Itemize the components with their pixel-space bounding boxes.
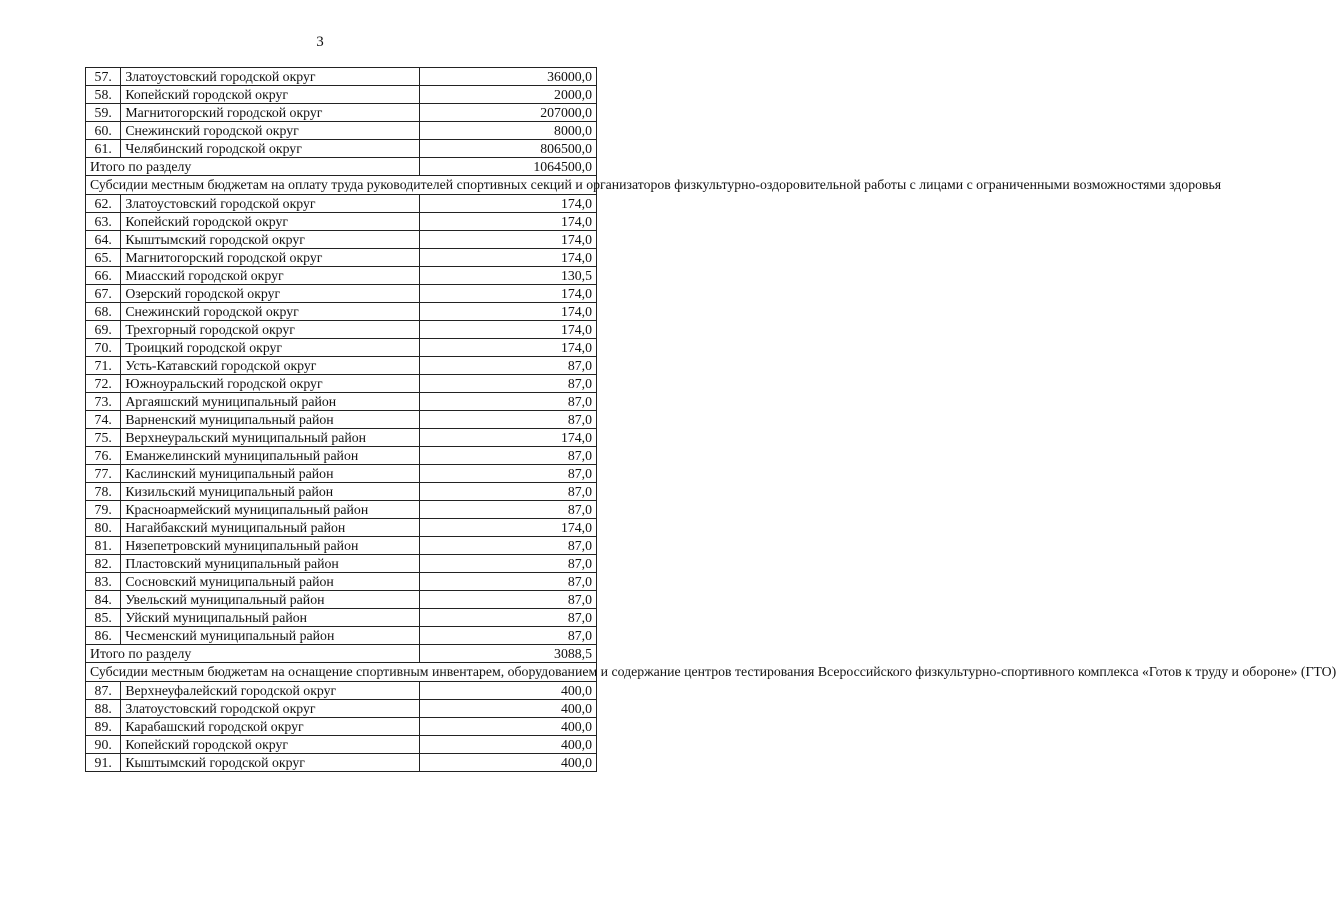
municipality-name: Пластовский муниципальный район <box>121 555 420 573</box>
municipality-name: Аргаяшский муниципальный район <box>121 393 420 411</box>
page-number: 3 <box>316 34 324 50</box>
municipality-name: Снежинский городской округ <box>121 303 420 321</box>
row-number: 75. <box>86 429 121 447</box>
table-row <box>86 700 597 718</box>
municipality-name: Магнитогорский городской округ <box>121 249 420 267</box>
amount-cell: 87,0 <box>420 465 597 483</box>
municipality-name: Озерский городской округ <box>121 285 420 303</box>
table-row <box>86 627 597 645</box>
table-row <box>86 213 597 231</box>
municipality-name: Красноармейский муниципальный район <box>121 501 420 519</box>
municipality-name: Магнитогорский городской округ <box>121 104 420 122</box>
municipality-name: Трехгорный городской округ <box>121 321 420 339</box>
row-number: 57. <box>86 68 121 86</box>
municipality-name: Чесменский муниципальный район <box>121 627 420 645</box>
row-number: 79. <box>86 501 121 519</box>
row-number: 82. <box>86 555 121 573</box>
section-total-row <box>86 645 597 663</box>
table-row <box>86 718 597 736</box>
amount-cell: 400,0 <box>420 754 597 772</box>
amount-cell: 87,0 <box>420 573 597 591</box>
amount-cell: 87,0 <box>420 375 597 393</box>
table-row <box>86 285 597 303</box>
municipality-name: Кыштымский городской округ <box>121 754 420 772</box>
municipality-name: Златоустовский городской округ <box>121 700 420 718</box>
amount-cell: 174,0 <box>420 429 597 447</box>
row-number: 83. <box>86 573 121 591</box>
municipality-name: Сосновский муниципальный район <box>121 573 420 591</box>
municipality-name: Златоустовский городской округ <box>121 195 420 213</box>
row-number: 77. <box>86 465 121 483</box>
section-total-amount: 3088,5 <box>420 645 597 663</box>
table-row <box>86 609 597 627</box>
municipality-name: Нагайбакский муниципальный район <box>121 519 420 537</box>
row-number: 84. <box>86 591 121 609</box>
amount-cell: 400,0 <box>420 736 597 754</box>
table-row <box>86 231 597 249</box>
municipality-name: Копейский городской округ <box>121 213 420 231</box>
table-row <box>86 86 597 104</box>
municipality-name: Кыштымский городской округ <box>121 231 420 249</box>
section-total-label: Итого по разделу <box>86 158 420 176</box>
section-title: Субсидии местным бюджетам на оснащение спортивным инвентарем, оборудованием и содержание центров тестирования Всероссийского физкультурно-спортивного комплекса «Готов к труду и обороне» (ГТО) <box>86 663 597 682</box>
table-row <box>86 573 597 591</box>
subsidy-table-body <box>86 68 1336 772</box>
section-total-amount: 1064500,0 <box>420 158 597 176</box>
amount-cell: 174,0 <box>420 231 597 249</box>
amount-cell: 87,0 <box>420 501 597 519</box>
amount-cell: 806500,0 <box>420 140 597 158</box>
row-number: 73. <box>86 393 121 411</box>
table-row <box>86 375 597 393</box>
table-row <box>86 754 597 772</box>
amount-cell: 174,0 <box>420 213 597 231</box>
row-number: 66. <box>86 267 121 285</box>
amount-cell: 174,0 <box>420 303 597 321</box>
amount-cell: 87,0 <box>420 447 597 465</box>
row-number: 61. <box>86 140 121 158</box>
table-row <box>86 321 597 339</box>
table-row <box>86 303 597 321</box>
row-number: 71. <box>86 357 121 375</box>
row-number: 69. <box>86 321 121 339</box>
row-number: 86. <box>86 627 121 645</box>
amount-cell: 400,0 <box>420 700 597 718</box>
table-row <box>86 195 597 213</box>
row-number: 87. <box>86 682 121 700</box>
section-header-row <box>86 176 597 195</box>
table-row <box>86 501 597 519</box>
amount-cell: 87,0 <box>420 537 597 555</box>
table-row <box>86 104 597 122</box>
table-row <box>86 447 597 465</box>
table-row <box>86 140 597 158</box>
table-row <box>86 339 597 357</box>
row-number: 70. <box>86 339 121 357</box>
municipality-name: Варненский муниципальный район <box>121 411 420 429</box>
municipality-name: Челябинский городской округ <box>121 140 420 158</box>
row-number: 68. <box>86 303 121 321</box>
row-number: 60. <box>86 122 121 140</box>
municipality-name: Еманжелинский муниципальный район <box>121 447 420 465</box>
amount-cell: 87,0 <box>420 357 597 375</box>
municipality-name: Копейский городской округ <box>121 86 420 104</box>
row-number: 78. <box>86 483 121 501</box>
table-row <box>86 682 597 700</box>
table-row <box>86 393 597 411</box>
table-row <box>86 249 597 267</box>
amount-cell: 130,5 <box>420 267 597 285</box>
subsidy-table <box>85 67 1336 772</box>
row-number: 74. <box>86 411 121 429</box>
row-number: 81. <box>86 537 121 555</box>
row-number: 91. <box>86 754 121 772</box>
row-number: 80. <box>86 519 121 537</box>
amount-cell: 8000,0 <box>420 122 597 140</box>
amount-cell: 87,0 <box>420 555 597 573</box>
row-number: 85. <box>86 609 121 627</box>
table-row <box>86 68 597 86</box>
section-total-label: Итого по разделу <box>86 645 420 663</box>
municipality-name: Верхнеуральский муниципальный район <box>121 429 420 447</box>
table-row <box>86 555 597 573</box>
table-row <box>86 465 597 483</box>
table-row <box>86 483 597 501</box>
section-header-row <box>86 663 597 682</box>
municipality-name: Копейский городской округ <box>121 736 420 754</box>
municipality-name: Снежинский городской округ <box>121 122 420 140</box>
municipality-name: Каслинский муниципальный район <box>121 465 420 483</box>
table-row <box>86 591 597 609</box>
section-total-row <box>86 158 597 176</box>
table-row <box>86 411 597 429</box>
amount-cell: 174,0 <box>420 339 597 357</box>
amount-cell: 400,0 <box>420 718 597 736</box>
table-row <box>86 267 597 285</box>
municipality-name: Нязепетровский муниципальный район <box>121 537 420 555</box>
municipality-name: Карабашский городской округ <box>121 718 420 736</box>
amount-cell: 87,0 <box>420 411 597 429</box>
table-row <box>86 429 597 447</box>
municipality-name: Верхнеуфалейский городской округ <box>121 682 420 700</box>
municipality-name: Южноуральский городской округ <box>121 375 420 393</box>
municipality-name: Миасский городской округ <box>121 267 420 285</box>
row-number: 88. <box>86 700 121 718</box>
row-number: 65. <box>86 249 121 267</box>
amount-cell: 2000,0 <box>420 86 597 104</box>
row-number: 89. <box>86 718 121 736</box>
amount-cell: 174,0 <box>420 195 597 213</box>
table-row <box>86 537 597 555</box>
municipality-name: Кизильский муниципальный район <box>121 483 420 501</box>
row-number: 64. <box>86 231 121 249</box>
table-row <box>86 736 597 754</box>
municipality-name: Уйский муниципальный район <box>121 609 420 627</box>
municipality-name: Усть-Катавский городской округ <box>121 357 420 375</box>
row-number: 62. <box>86 195 121 213</box>
amount-cell: 174,0 <box>420 249 597 267</box>
amount-cell: 207000,0 <box>420 104 597 122</box>
row-number: 58. <box>86 86 121 104</box>
table-row <box>86 519 597 537</box>
municipality-name: Увельский муниципальный район <box>121 591 420 609</box>
amount-cell: 87,0 <box>420 627 597 645</box>
amount-cell: 174,0 <box>420 321 597 339</box>
amount-cell: 87,0 <box>420 393 597 411</box>
table-row <box>86 122 597 140</box>
amount-cell: 400,0 <box>420 682 597 700</box>
table-row <box>86 357 597 375</box>
amount-cell: 87,0 <box>420 483 597 501</box>
row-number: 59. <box>86 104 121 122</box>
amount-cell: 87,0 <box>420 609 597 627</box>
row-number: 90. <box>86 736 121 754</box>
row-number: 67. <box>86 285 121 303</box>
row-number: 63. <box>86 213 121 231</box>
amount-cell: 87,0 <box>420 591 597 609</box>
row-number: 72. <box>86 375 121 393</box>
section-title: Субсидии местным бюджетам на оплату труда руководителей спортивных секций и организаторов физкультурно-оздоровительной работы с лицами с ограниченными возможностями здоровья <box>86 176 597 195</box>
municipality-name: Златоустовский городской округ <box>121 68 420 86</box>
row-number: 76. <box>86 447 121 465</box>
amount-cell: 174,0 <box>420 285 597 303</box>
amount-cell: 174,0 <box>420 519 597 537</box>
amount-cell: 36000,0 <box>420 68 597 86</box>
municipality-name: Троицкий городской округ <box>121 339 420 357</box>
